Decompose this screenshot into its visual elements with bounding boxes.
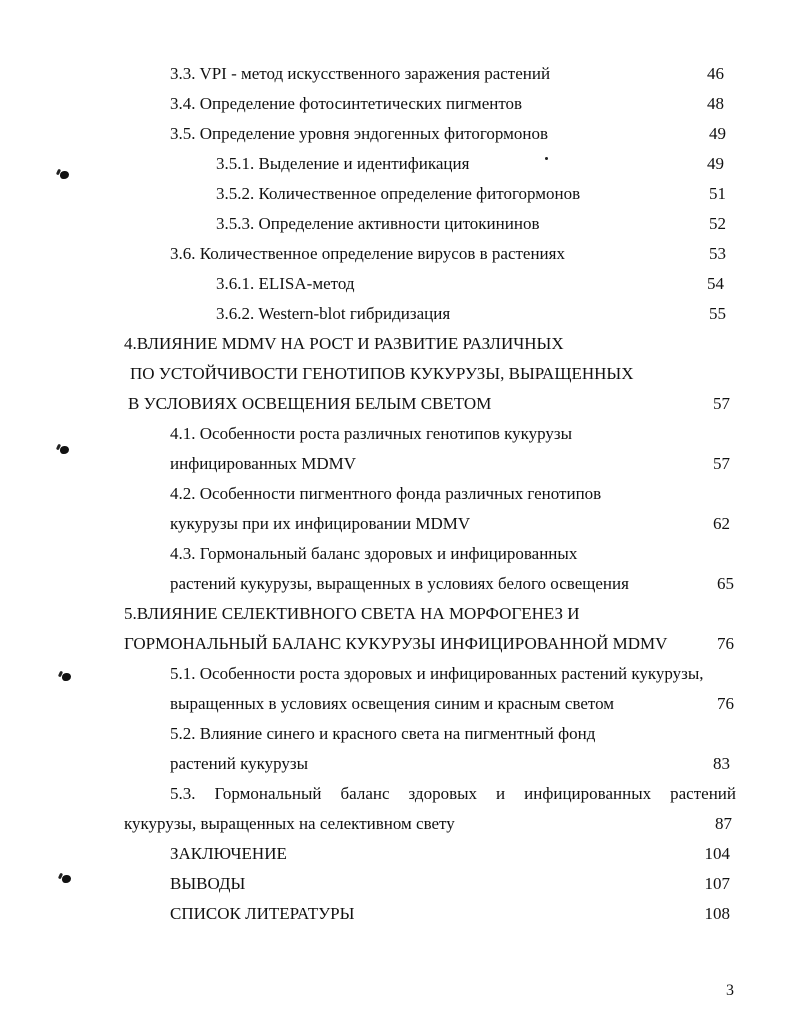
toc-entry-3-5-1-page: 49 [707, 154, 724, 173]
toc-entry-3-3-page: 46 [707, 64, 724, 83]
toc-entry-3-6-1-page: 54 [707, 274, 724, 293]
toc-entry-4-1-label-line-1: 4.1. Особенности роста различных генотипов кукурузы [170, 424, 573, 443]
toc-findings-label: ВЫВОДЫ [170, 874, 246, 893]
toc-chapter-4-heading-line-3: В УСЛОВИЯХ ОСВЕЩЕНИЯ БЕЛЫМ СВЕТОМ [128, 394, 492, 413]
toc-conclusion-page: 104 [704, 844, 730, 863]
toc-chapter-5-page: 76 [717, 634, 734, 653]
toc-chapter-4-heading-line-1: 4.ВЛИЯНИЕ MDMV НА РОСТ И РАЗВИТИЕ РАЗЛИЧНЫХ [124, 334, 564, 353]
toc-entry-5-2-page: 83 [713, 754, 730, 773]
toc-entry-3-6-label: 3.6. Количественное определение вирусов в растениях [170, 244, 565, 263]
binder-hole-mark [62, 875, 71, 883]
binder-hole-mark [60, 171, 69, 179]
toc-entry-5-3-page: 87 [715, 814, 732, 833]
toc-entry-4-2-label-line-2: кукурузы при их инфицировании MDMV [170, 514, 471, 533]
toc-entry-4-2-label-line-1: 4.2. Особенности пигментного фонда различных генотипов [170, 484, 602, 503]
toc-entry-3-6-page: 53 [709, 244, 726, 263]
toc-entry-4-1-label-line-2: инфицированных MDMV [170, 454, 357, 473]
toc-entry-4-1-page: 57 [713, 454, 730, 473]
toc-entry-5-1-label-line-2: выращенных в условиях освещения синим и красным светом [170, 694, 615, 713]
page-number: 3 [726, 982, 734, 999]
toc-references-label: СПИСОК ЛИТЕРАТУРЫ [170, 904, 355, 923]
toc-entry-3-5-3-page: 52 [709, 214, 726, 233]
binder-hole-mark [60, 446, 69, 454]
toc-entry-5-1-label-line-1: 5.1. Особенности роста здоровых и инфицированных растений кукурузы, [170, 664, 704, 683]
toc-chapter-4-heading-line-2: ПО УСТОЙЧИВОСТИ ГЕНОТИПОВ КУКУРУЗЫ, ВЫРАЩЕННЫХ [130, 364, 634, 383]
toc-conclusion-label: ЗАКЛЮЧЕНИЕ [170, 844, 287, 863]
toc-entry-4-3-page: 65 [717, 574, 734, 593]
toc-entry-5-1-page: 76 [717, 694, 734, 713]
toc-entry-3-5-page: 49 [709, 124, 726, 143]
binder-hole-mark [62, 673, 71, 681]
toc-entry-3-6-2-page: 55 [709, 304, 726, 323]
toc-references-page: 108 [704, 904, 730, 923]
toc-entry-5-3-label-line-1: 5.3. Гормональный баланс здоровых и инфицированных растений [170, 784, 736, 803]
toc-entry-4-3-label-line-1: 4.3. Гормональный баланс здоровых и инфицированных [170, 544, 578, 563]
toc-entry-5-2-label-line-1: 5.2. Влияние синего и красного света на пигментный фонд [170, 724, 596, 743]
toc-entry-3-4-label: 3.4. Определение фотосинтетических пигментов [170, 94, 523, 113]
toc-entry-3-5-2-label: 3.5.2. Количественное определение фитогормонов [216, 184, 581, 203]
toc-chapter-5-heading-line-1: 5.ВЛИЯНИЕ СЕЛЕКТИВНОГО СВЕТА НА МОРФОГЕНЕЗ И [124, 604, 580, 623]
toc-entry-3-3-label: 3.3. VPI - метод искусственного заражения растений [170, 64, 551, 83]
scan-speck [545, 157, 548, 160]
toc-entry-3-5-3-label: 3.5.3. Определение активности цитокининов [216, 214, 540, 233]
toc-chapter-4-page: 57 [713, 394, 730, 413]
toc-entry-3-5-label: 3.5. Определение уровня эндогенных фитогормонов [170, 124, 549, 143]
toc-entry-4-3-label-line-2: растений кукурузы, выращенных в условиях белого освещения [170, 574, 629, 593]
toc-entry-3-5-1-label: 3.5.1. Выделение и идентификация [216, 154, 470, 173]
toc-entry-3-6-2-label: 3.6.2. Western-blot гибридизация [216, 304, 451, 323]
toc-entry-5-2-label-line-2: растений кукурузы [170, 754, 309, 773]
toc-entry-3-5-2-page: 51 [709, 184, 726, 203]
toc-chapter-5-heading-line-2: ГОРМОНАЛЬНЫЙ БАЛАНС КУКУРУЗЫ ИНФИЦИРОВАННОЙ MDMV [124, 634, 668, 653]
toc-entry-5-3-label-line-2: кукурузы, выращенных на селективном свету [124, 814, 455, 833]
toc-entry-3-6-1-label: 3.6.1. ELISA-метод [216, 274, 355, 293]
toc-findings-page: 107 [704, 874, 730, 893]
toc-entry-3-4-page: 48 [707, 94, 724, 113]
toc-entry-4-2-page: 62 [713, 514, 730, 533]
